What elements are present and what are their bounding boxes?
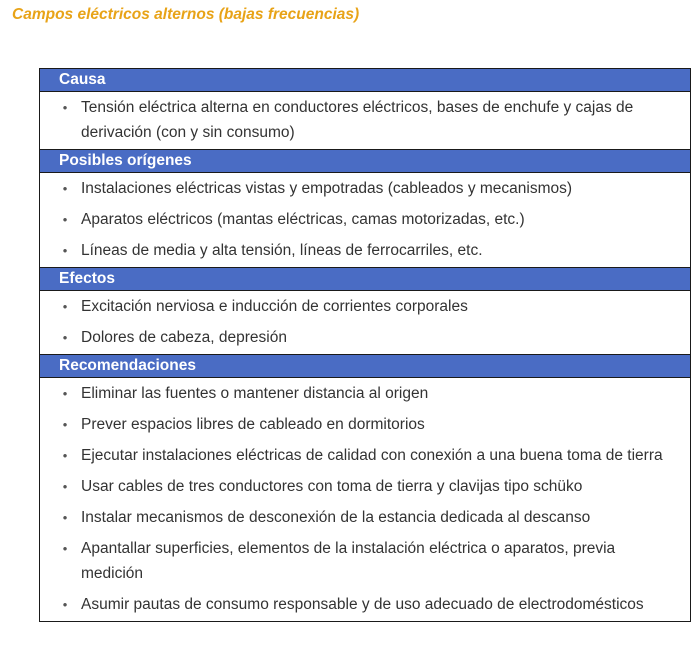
section-body-efectos <box>40 291 690 355</box>
section-header-posibles-origenes: Posibles orígenes <box>40 150 690 173</box>
list-item-text: Instalar mecanismos de desconexión de la estancia dedicada al descanso <box>81 509 591 526</box>
list-item-text: Instalaciones eléctricas vistas y empotradas (cableados y mecanismos) <box>81 180 573 197</box>
section-body-causa <box>40 92 690 150</box>
list-item <box>40 207 690 232</box>
section-body-posibles-origenes <box>40 173 690 268</box>
section-body-recomendaciones <box>40 378 690 621</box>
bullet-icon: • <box>62 479 68 494</box>
list-item <box>40 474 690 499</box>
list-item-text: Apantallar superficies, elementos de la instalación eléctrica o aparatos, previa medición <box>81 540 616 582</box>
section-header-recomendaciones: Recomendaciones <box>40 355 690 378</box>
bullet-icon: • <box>62 386 68 401</box>
list-item-text: Excitación nerviosa e inducción de corrientes corporales <box>81 298 468 315</box>
document-title: Campos eléctricos alternos (bajas frecuencias) <box>12 6 360 23</box>
list-item <box>40 95 690 145</box>
list-item <box>40 592 690 617</box>
list-item-text: Líneas de media y alta tensión, líneas de ferrocarriles, etc. <box>81 242 483 259</box>
bullet-icon: • <box>62 243 68 258</box>
section-header-efectos: Efectos <box>40 268 690 291</box>
list-item <box>40 176 690 201</box>
list-item-text: Usar cables de tres conductores con toma de tierra y clavijas tipo schüko <box>81 478 583 495</box>
list-item-text: Dolores de cabeza, depresión <box>81 329 287 346</box>
list-item <box>40 325 690 350</box>
list-item-text: Ejecutar instalaciones eléctricas de calidad con conexión a una buena toma de tierra <box>81 447 663 464</box>
bullet-icon: • <box>62 330 68 345</box>
list-item-text: Asumir pautas de consumo responsable y de uso adecuado de electrodomésticos <box>81 596 644 613</box>
list-item <box>40 238 690 263</box>
list-item-text: Tensión eléctrica alterna en conductores eléctricos, bases de enchufe y cajas de derivación (con y sin consumo) <box>81 99 634 141</box>
bullet-icon: • <box>62 299 68 314</box>
list-item-text: Eliminar las fuentes o mantener distancia al origen <box>81 385 429 402</box>
list-item <box>40 536 690 586</box>
bullet-icon: • <box>62 417 68 432</box>
info-table <box>39 68 691 622</box>
bullet-icon: • <box>62 212 68 227</box>
bullet-icon: • <box>62 448 68 463</box>
list-item <box>40 505 690 530</box>
bullet-icon: • <box>62 541 68 556</box>
list-item-text: Prever espacios libres de cableado en dormitorios <box>81 416 425 433</box>
list-item <box>40 412 690 437</box>
bullet-icon: • <box>62 597 68 612</box>
list-item <box>40 443 690 468</box>
list-item <box>40 294 690 319</box>
bullet-icon: • <box>62 181 68 196</box>
section-header-causa: Causa <box>40 69 690 92</box>
list-item-text: Aparatos eléctricos (mantas eléctricas, camas motorizadas, etc.) <box>81 211 525 228</box>
bullet-icon: • <box>62 510 68 525</box>
list-item <box>40 381 690 406</box>
bullet-icon: • <box>62 100 68 115</box>
